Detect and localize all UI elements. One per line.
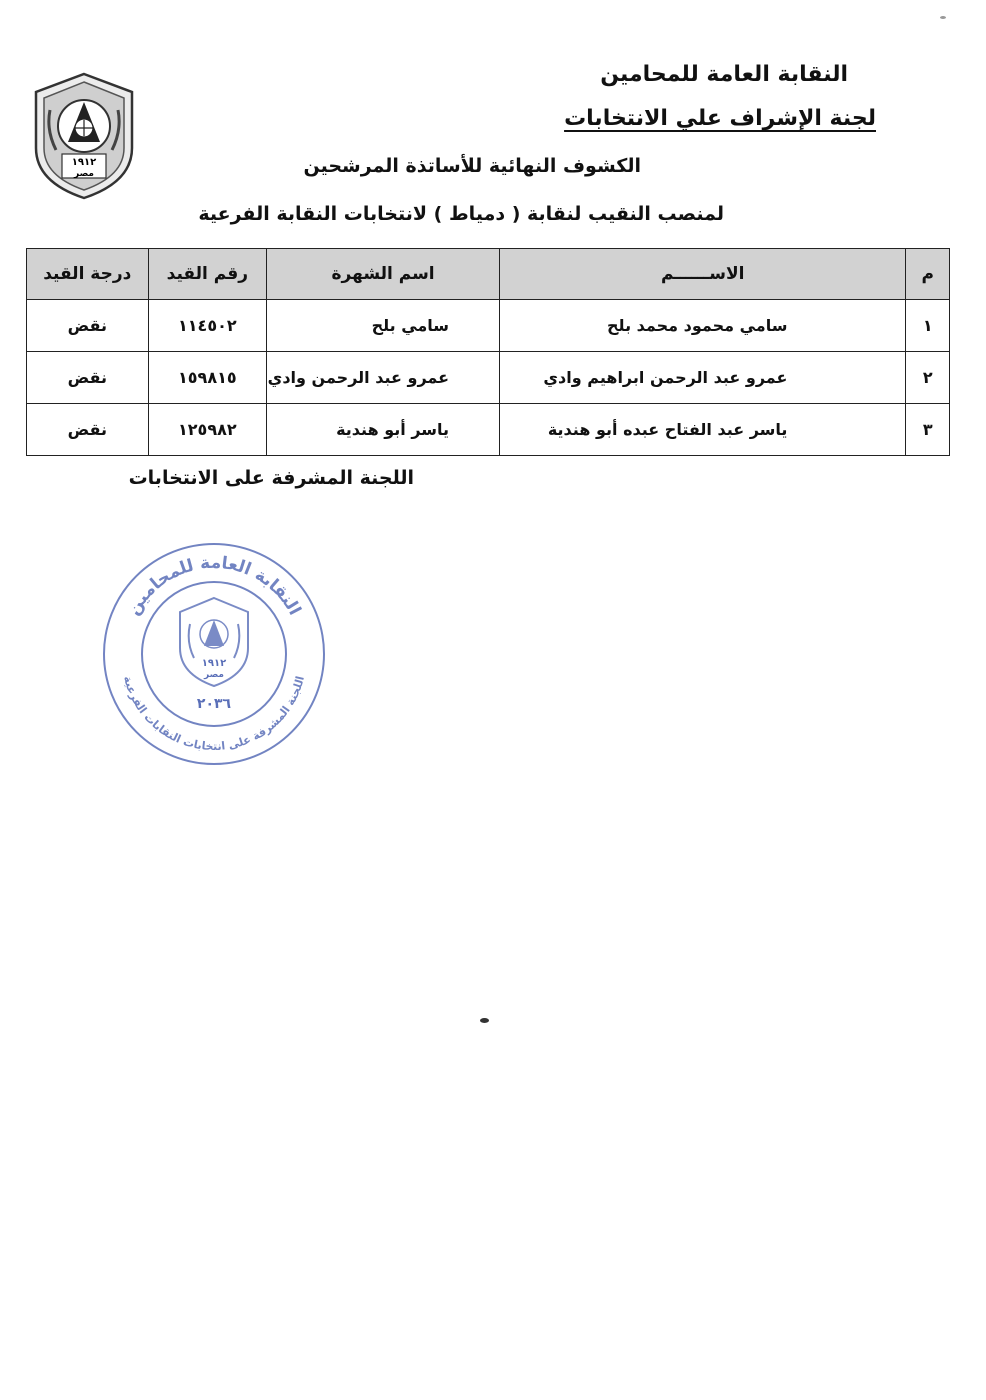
- supervising-committee-signature: اللجنة المشرفة على الانتخابات: [128, 467, 414, 489]
- document-subtitle: لمنصب النقيب لنقابة ( دمياط ) لانتخابات النقابة الفرعية: [198, 203, 724, 225]
- table-row: [27, 352, 950, 404]
- stamp-top-text: النقابة العامة للمحامين: [123, 552, 305, 619]
- organization-name: النقابة العامة للمحامين: [600, 62, 848, 87]
- header-fame-name: اسم الشهرة: [267, 249, 500, 300]
- header-reg-grade: درجة القيد: [27, 249, 149, 300]
- row-name: عمرو عبد الرحمن ابراهيم وادي: [500, 352, 906, 404]
- header-reg-number: رقم القيد: [148, 249, 266, 300]
- row-reg-number: ١٢٥٩٨٢: [148, 404, 266, 456]
- row-reg-grade: نقض: [27, 352, 149, 404]
- row-name: ياسر عبد الفتاح عبده أبو هندية: [500, 404, 906, 456]
- document-title: الكشوف النهائية للأساتذة المرشحين: [303, 155, 641, 177]
- stamp-country: مصر: [203, 670, 225, 680]
- header-name: الاســــــم: [500, 249, 906, 300]
- row-fame-name: ياسر أبو هندية: [267, 404, 500, 456]
- scan-speck: [480, 1018, 489, 1023]
- committee-name: لجنة الإشراف علي الانتخابات: [564, 106, 876, 131]
- logo-year: ١٩١٢: [71, 157, 97, 168]
- row-num: ١: [906, 300, 950, 352]
- row-num: ٣: [906, 404, 950, 456]
- row-name: سامي محمود محمد بلح: [500, 300, 906, 352]
- table-row: [27, 404, 950, 456]
- table-header-row: [27, 249, 950, 300]
- official-stamp: [98, 538, 330, 770]
- header-num: م: [906, 249, 950, 300]
- row-num: ٢: [906, 352, 950, 404]
- scan-corner-mark: [940, 16, 946, 19]
- row-reg-number: ١٥٩٨١٥: [148, 352, 266, 404]
- stamp-bottom-text: اللجنة المشرفة على انتخابات النقابات الفرعية: [121, 674, 307, 754]
- row-fame-name: سامي بلح: [267, 300, 500, 352]
- row-fame-name: عمرو عبد الرحمن وادي: [267, 352, 500, 404]
- row-reg-grade: نقض: [27, 300, 149, 352]
- svg-text:النقابة العامة للمحامين: [124, 553, 305, 619]
- logo-country: مصر: [73, 169, 95, 179]
- row-reg-grade: نقض: [27, 404, 149, 456]
- row-reg-number: ١١٤٥٠٢: [148, 300, 266, 352]
- stamp-year: ١٩١٢: [201, 658, 227, 669]
- bar-association-logo: [28, 70, 140, 202]
- candidates-table: [26, 248, 950, 456]
- table-row: [27, 300, 950, 352]
- stamp-number: ٢٠٣٦: [196, 696, 232, 712]
